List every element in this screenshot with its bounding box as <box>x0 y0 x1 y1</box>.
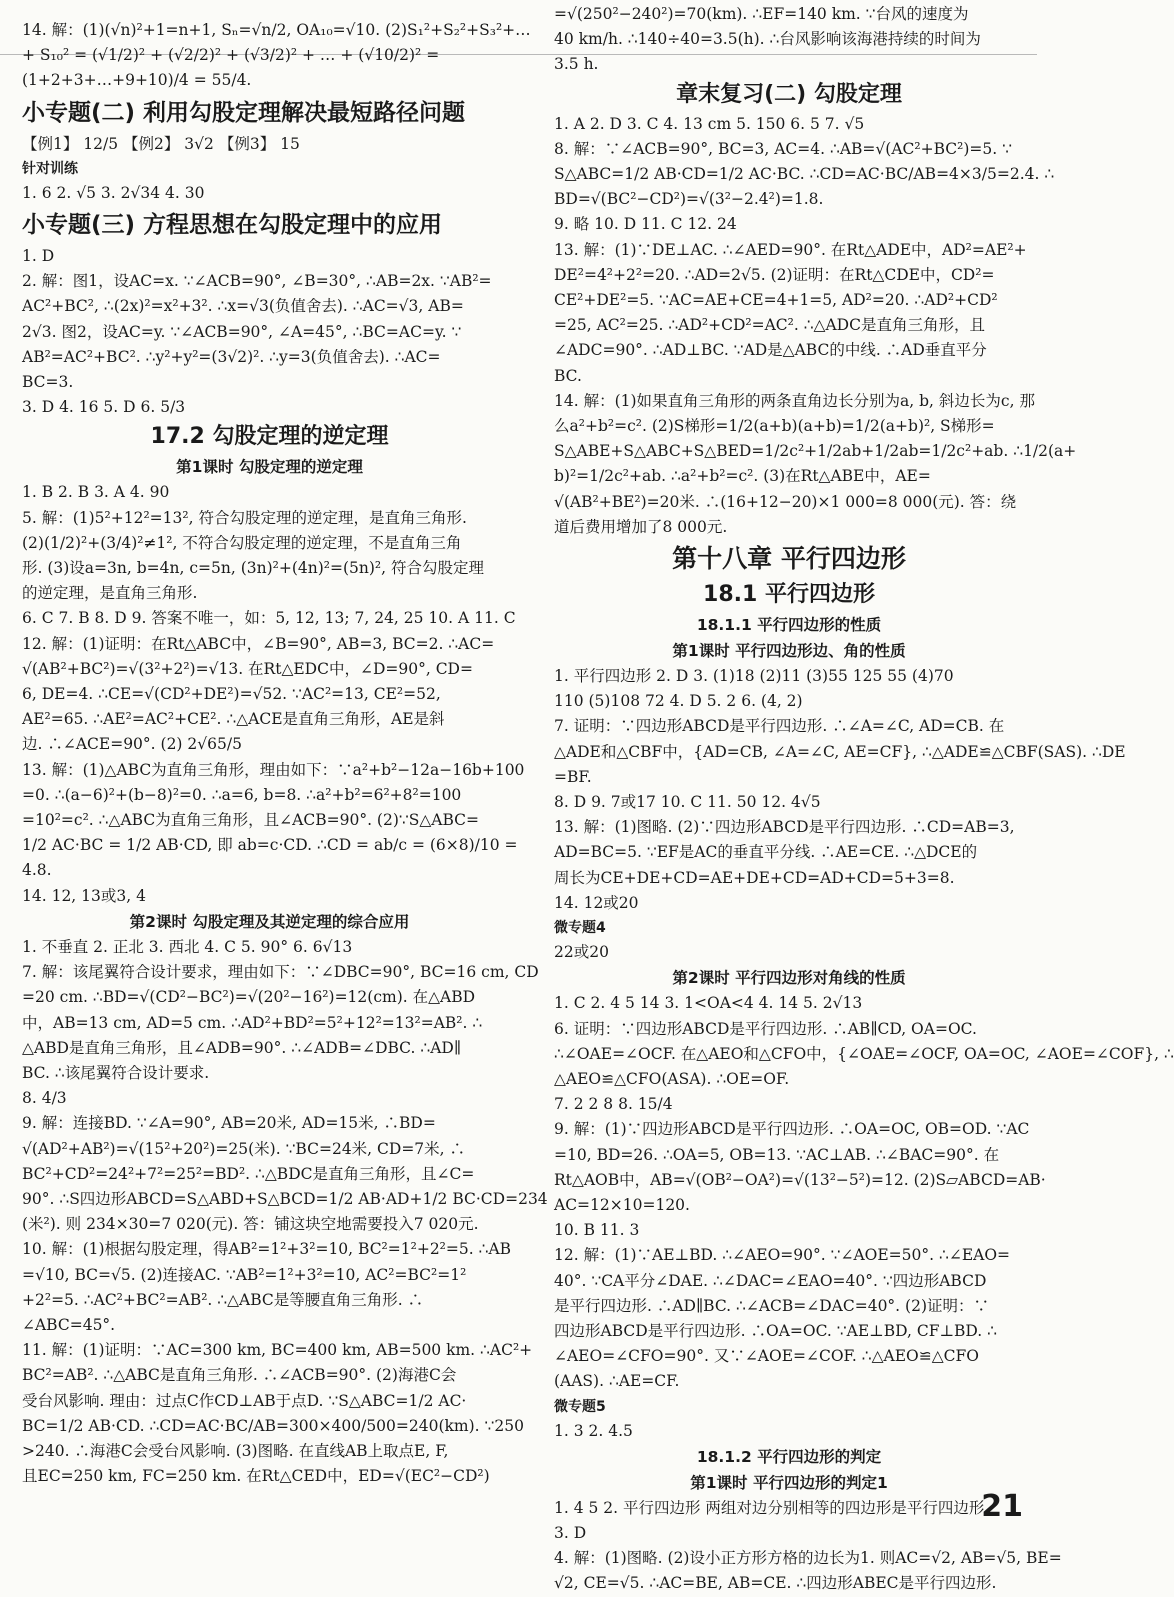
right-answer-line: AD=BC=5. ∵EF是AC的垂直平分线. ∴AE=CE. ∴△DCE的 <box>554 843 978 862</box>
left-answer-line: 2√3. 图2，设AC=y. ∵∠ACB=90°, ∠A=45°, ∴BC=AC=y. ∵ <box>22 322 462 341</box>
right-answer-line: 四边形ABCD是平行四边形. ∴OA=OC. ∵AE⊥BD, CF⊥BD. ∴ <box>554 1321 998 1340</box>
right-answer-line: 是平行四边形. ∴AD∥BC. ∴∠ACB=∠DAC=40°. (2)证明：∵ <box>554 1296 989 1315</box>
left-column <box>22 18 548 1489</box>
right-lesson-heading: 第1课时 平行四边形的判定1 <box>690 1473 888 1492</box>
right-answer-line: △AEO≌△CFO(ASA). ∴OE=OF. <box>554 1069 790 1088</box>
left-answer-line: 6. C 7. B 8. D 9. 答案不唯一，如：5, 12, 13; 7, 24, 25 10. A 11. C <box>22 609 516 628</box>
left-answer-line: 9. 解：连接BD. ∵∠A=90°, AB=20米, AD=15米, ∴BD= <box>22 1114 436 1133</box>
left-lesson-heading: 第1课时 勾股定理的逆定理 <box>176 458 363 477</box>
right-section-heading: 18.1 平行四边形 <box>703 582 875 608</box>
left-answer-line: AE²=65. ∴AE²=AC²+CE². ∴△ACE是直角三角形，AE是斜 <box>22 710 445 729</box>
right-answer-line: =25, AC²=25. ∴AD²+CD²=AC². ∴△ADC是直角三角形，且 <box>554 316 985 335</box>
right-answer-line: 8. D 9. 7或17 10. C 11. 50 12. 4√5 <box>554 793 821 812</box>
left-answer-line: △ABD是直角三角形，且∠ADB=90°. ∴∠ADB=∠DBC. ∴AD∥ <box>22 1038 461 1057</box>
left-answer-line: 1. 不垂直 2. 正北 3. 西北 4. C 5. 90° 6. 6√13 <box>22 937 353 956</box>
right-answer-line: 110 (5)108 72 4. D 5. 2 6. (4, 2) <box>554 692 803 711</box>
left-answer-line: √(AB²+BC²)=√(3²+2²)=√13. 在Rt△EDC中，∠D=90°, CD= <box>22 659 473 678</box>
left-answer-line: 3. D 4. 16 5. D 6. 5/3 <box>22 398 186 417</box>
right-answer-line: 9. 略 10. D 11. C 12. 24 <box>554 215 737 234</box>
left-answer-line: (2)(1/2)²+(3/4)²≠1², 不符合勾股定理的逆定理，不是直角三角 <box>22 533 462 552</box>
left-answer-line: >240. ∴海港C会受台风影响. (3)图略. 在直线AB上取点E, F, <box>22 1441 449 1460</box>
right-answer-line: 40°. ∵CA平分∠DAE. ∴∠DAC=∠EAO=40°. ∵四边形ABCD <box>554 1271 987 1290</box>
left-answer-line: 8. 4/3 <box>22 1089 67 1108</box>
right-answer-line: 40 km/h. ∴140÷40=3.5(h). ∴台风影响该海港持续的时间为 <box>554 30 981 49</box>
right-answer-line: =√(250²−240²)=70(km). ∴EF=140 km. ∵台风的速度为 <box>554 5 969 23</box>
right-answer-line: ∴∠OAE=∠OCF. 在△AEO和△CFO中，{∠OAE=∠OCF, OA=OC, ∠AOE=∠COF}, ∴ <box>554 1044 1174 1063</box>
right-answer-line: ∠ADC=90°. ∴AD⊥BC. ∵AD是△ABC的中线. ∴AD垂直平分 <box>554 341 987 360</box>
left-answer-line: 12. 解：(1)证明：在Rt△ABC中，∠B=90°, AB=3, BC=2. ∴AC= <box>22 634 495 653</box>
right-answer-line: 1. C 2. 4 5 14 3. 1<OA<4 4. 14 5. 2√13 <box>554 994 863 1013</box>
left-answer-line: 【例1】 12/5 【例2】 3√2 【例3】 15 <box>22 134 300 153</box>
left-answer-line: 受台风影响. 理由：过点C作CD⊥AB于点D. ∵S△ABC=1/2 AC· <box>22 1391 467 1410</box>
right-answer-line: ∠AEO=∠CFO=90°. 又∵∠AOE=∠COF. ∴△AEO≌△CFO <box>554 1347 979 1366</box>
left-answer-line: 且EC=250 km, FC=250 km. 在Rt△CED中，ED=√(EC²−CD²) <box>22 1467 490 1486</box>
left-answer-line: √(AD²+AB²)=√(15²+20²)=25(米). ∵BC=24米, CD=7米, ∴ <box>22 1139 466 1158</box>
left-answer-line: =√10, BC=√5. (2)连接AC. ∵AB²=1²+3²=10, AC²=BC²=1² <box>22 1265 467 1284</box>
left-section-heading: 17.2 勾股定理的逆定理 <box>150 424 389 450</box>
right-chapter-heading: 第十八章 平行四边形 <box>672 544 906 574</box>
right-answer-line: 14. 解：(1)如果直角三角形的两条直角边长分别为a, b, 斜边长为c, 那 <box>554 391 1035 410</box>
left-answer-line: 1. 6 2. √5 3. 2√34 4. 30 <box>22 183 205 202</box>
right-answer-line: 1. 4 5 2. 平行四边形 两组对边分别相等的四边形是平行四边形 <box>554 1498 985 1517</box>
left-answer-line: =0. ∴(a−6)²+(b−8)²=0. ∴a=6, b=8. ∴a²+b²=6²+8²=100 <box>22 785 462 804</box>
right-answer-line: S△ABC=1/2 AB·CD=1/2 AC·BC. ∴CD=AC·BC/AB=4×3/5=2.4. ∴ <box>554 165 1055 184</box>
right-subsection-label: 微专题4 <box>554 920 606 937</box>
right-answer-line: 6. 证明：∵四边形ABCD是平行四边形. ∴AB∥CD, OA=OC. <box>554 1019 977 1038</box>
left-answer-line: 14. 解：(1)(√n)²+1=n+1, Sₙ=√n/2, OA₁₀=√10. (2)S₁²+S₂²+S₃²+… <box>22 21 531 39</box>
left-lesson-heading: 第2课时 勾股定理及其逆定理的综合应用 <box>129 912 410 931</box>
right-answer-line: √(AB²+BE²)=20米. ∴(16+12−20)×1 000=8 000(元). 答：绕 <box>554 492 1017 511</box>
left-answer-line: 1. B 2. B 3. A 4. 90 <box>22 483 170 502</box>
left-subsection-label: 针对训练 <box>22 160 78 177</box>
right-lesson-heading: 第1课时 平行四边形边、角的性质 <box>672 642 906 661</box>
right-answer-line: b)²=1/2c²+ab. ∴a²+b²=c². (3)在Rt△ABE中，AE= <box>554 467 931 486</box>
right-lesson-heading: 第2课时 平行四边形对角线的性质 <box>672 969 906 988</box>
left-answer-line: 5. 解：(1)5²+12²=13², 符合勾股定理的逆定理，是直角三角形. <box>22 508 467 527</box>
right-answer-line: 12. 解：(1)∵AE⊥BD. ∴∠AEO=90°. ∵∠AOE=50°. ∴∠EAO= <box>554 1246 1011 1265</box>
right-section-heading: 章末复习(二) 勾股定理 <box>676 81 902 107</box>
right-answer-line: √2, CE=√5. ∴AC=BE, AB=CE. ∴四边形ABEC是平行四边形. <box>554 1574 997 1593</box>
right-answer-line: 7. 证明：∵四边形ABCD是平行四边形. ∴∠A=∠C, AD=CB. 在 <box>554 717 1005 736</box>
right-answer-line: BD=√(BC²−CD²)=√(3²−2.4²)=1.8. <box>554 190 824 209</box>
left-answer-line: 14. 12, 13或3, 4 <box>22 886 146 905</box>
right-answer-line: (AAS). ∴AE=CF. <box>554 1372 680 1391</box>
right-answer-line: S△ABE+S△ABC+S△BED=1/2c²+1/2ab+1/2ab=1/2c²+ab. ∴1/2(a+ <box>554 442 1077 461</box>
right-answer-line: 1. 平行四边形 2. D 3. (1)18 (2)11 (3)55 125 55 (4)70 <box>554 667 954 686</box>
right-answer-line: AC=12×10=120. <box>554 1195 690 1214</box>
right-lesson-heading: 18.1.1 平行四边形的性质 <box>696 616 882 635</box>
right-answer-line: 8. 解：∵∠ACB=90°, BC=3, AC=4. ∴AB=√(AC²+BC²)=5. ∵ <box>554 139 1012 158</box>
right-answer-line: 3.5 h. <box>554 55 599 74</box>
right-answer-line: 道后费用增加了8 000元. <box>554 517 728 536</box>
left-answer-line: ∠ABC=45°. <box>22 1315 116 1334</box>
left-answer-line: BC. ∴该尾翼符合设计要求. <box>22 1063 210 1082</box>
left-section-heading: 小专题(三) 方程思想在勾股定理中的应用 <box>22 212 443 239</box>
left-section-heading: 小专题(二) 利用勾股定理解决最短路径问题 <box>22 99 466 126</box>
left-answer-line: 中，AB=13 cm, AD=5 cm. ∴AD²+BD²=5²+12²=13²=AB². ∴ <box>22 1013 483 1032</box>
right-answer-line: 10. B 11. 3 <box>554 1221 640 1240</box>
right-answer-line: 1. A 2. D 3. C 4. 13 cm 5. 150 6. 5 7. √5 <box>554 114 865 133</box>
left-answer-line: 13. 解：(1)△ABC为直角三角形，理由如下：∵a²+b²−12a−16b+100 <box>22 760 525 779</box>
left-answer-line: 90°. ∴S四边形ABCD=S△ABD+S△BCD=1/2 AB·AD+1/2 BC·CD=234 <box>22 1189 548 1208</box>
left-answer-line: AC²+BC², ∴(2x)²=x²+3². ∴x=√3(负值舍去). ∴AC=√3, AB= <box>22 297 464 316</box>
left-answer-line: + S₁₀² = (√1/2)² + (√2/2)² + (√3/2)² + … + (√10/2)² = <box>22 46 440 65</box>
right-answer-line: 22或20 <box>554 943 609 962</box>
left-answer-line: 4.8. <box>22 861 52 880</box>
left-answer-line: BC=3. <box>22 373 74 392</box>
right-answer-line: 3. D <box>554 1523 587 1542</box>
left-answer-line: 10. 解：(1)根据勾股定理，得AB²=1²+3²=10, BC²=1²+2²=5. ∴AB <box>22 1240 512 1259</box>
right-answer-line: 1. 3 2. 4.5 <box>554 1421 633 1440</box>
page-number: 21 <box>981 1489 1023 1524</box>
right-answer-line: 9. 解：(1)∵四边形ABCD是平行四边形. ∴OA=OC, OB=OD. ∵AC <box>554 1120 1030 1139</box>
left-answer-line: BC²+CD²=24²+7²=25²=BD². ∴△BDC是直角三角形，且∠C= <box>22 1164 475 1183</box>
right-answer-line: DE²=4²+2²=20. ∴AD=2√5. (2)证明：在Rt△CDE中，CD²= <box>554 265 995 284</box>
right-answer-line: 么a²+b²=c². (2)S梯形=1/2(a+b)(a+b)=1/2(a+b)², S梯形= <box>554 417 995 436</box>
right-answer-line: =10, BD=26. ∴OA=5, OB=13. ∵AC⊥AB. ∴∠BAC=90°. 在 <box>554 1145 1000 1164</box>
right-subsection-label: 微专题5 <box>554 1398 606 1415</box>
left-answer-line: 的逆定理，是直角三角形. <box>22 584 198 603</box>
right-answer-line: 14. 12或20 <box>554 893 639 912</box>
left-answer-line: 11. 解：(1)证明：∵AC=300 km, BC=400 km, AB=500 km. ∴AC²+ <box>22 1341 533 1360</box>
left-answer-line: BC=1/2 AB·CD. ∴CD=AC·BC/AB=300×400/500=240(km). ∵250 <box>22 1416 524 1435</box>
right-answer-line: 13. 解：(1)∵DE⊥AC. ∴∠AED=90°. 在Rt△ADE中，AD²=AE²+ <box>554 240 1027 259</box>
right-answer-line: Rt△AOB中，AB=√(OB²−OA²)=√(13²−5²)=12. (2)S▱ABCD=AB· <box>554 1170 1046 1189</box>
left-answer-line: AB²=AC²+BC². ∴y²+y²=(3√2)². ∴y=3(负值舍去). ∴AC= <box>22 347 441 366</box>
left-answer-line: +2²=5. ∴AC²+BC²=AB². ∴△ABC是等腰直角三角形. ∴ <box>22 1290 424 1309</box>
right-answer-line: 13. 解：(1)图略. (2)∵四边形ABCD是平行四边形. ∴CD=AB=3, <box>554 818 1015 837</box>
left-answer-line: 边. ∴∠ACE=90°. (2) 2√65/5 <box>22 735 242 754</box>
left-answer-line: 7. 解：该尾翼符合设计要求，理由如下：∵∠DBC=90°, BC=16 cm, CD <box>22 963 539 982</box>
left-answer-line: BC²=AB². ∴△ABC是直角三角形. ∴∠ACB=90°. (2)海港C会 <box>22 1366 457 1385</box>
left-answer-line: 2. 解：图1，设AC=x. ∵∠ACB=90°, ∠B=30°, ∴AB=2x. ∵AB²= <box>22 272 492 291</box>
right-column <box>554 2 1174 1597</box>
right-answer-line: CE²+DE²=5. ∵AC=AE+CE=4+1=5, AD²=20. ∴AD²+CD² <box>554 291 998 310</box>
right-answer-line: =BF. <box>554 767 592 786</box>
left-answer-line: 1. D <box>22 247 55 266</box>
right-answer-line: 7. 2 2 8 8. 15/4 <box>554 1095 673 1114</box>
right-lesson-heading: 18.1.2 平行四边形的判定 <box>696 1447 882 1466</box>
left-answer-line: (1+2+3+…+9+10)/4 = 55/4. <box>22 71 252 90</box>
right-answer-line: 周长为CE+DE+CD=AE+DE+CD=AD+CD=5+3=8. <box>554 868 955 887</box>
left-answer-line: 6, DE=4. ∴CE=√(CD²+DE²)=√52. ∵AC²=13, CE²=52, <box>22 685 441 704</box>
left-answer-line: 1/2 AC·BC = 1/2 AB·CD, 即 ab=c·CD. ∴CD = ab/c = (6×8)/10 = <box>22 836 518 855</box>
left-answer-line: 形. (3)设a=3n, b=4n, c=5n, (3n)²+(4n)²=(5n)², 符合勾股定理 <box>22 559 484 578</box>
left-answer-line: =20 cm. ∴BD=√(CD²−BC²)=√(20²−16²)=12(cm). 在△ABD <box>22 988 476 1007</box>
right-answer-line: 4. 解：(1)图略. (2)设小正方形方格的边长为1. 则AC=√2, AB=√5, BE= <box>554 1549 1062 1568</box>
right-answer-line: BC. <box>554 366 582 385</box>
right-answer-line: △ADE和△CBF中，{AD=CB, ∠A=∠C, AE=CF}, ∴△ADE≌△CBF(SAS). ∴DE <box>554 742 1126 761</box>
left-answer-line: =10²=c². ∴△ABC为直角三角形，且∠ACB=90°. (2)∵S△ABC= <box>22 811 479 830</box>
left-answer-line: (米²). 则 234×30=7 020(元). 答：铺这块空地需要投入7 020元. <box>22 1215 479 1234</box>
